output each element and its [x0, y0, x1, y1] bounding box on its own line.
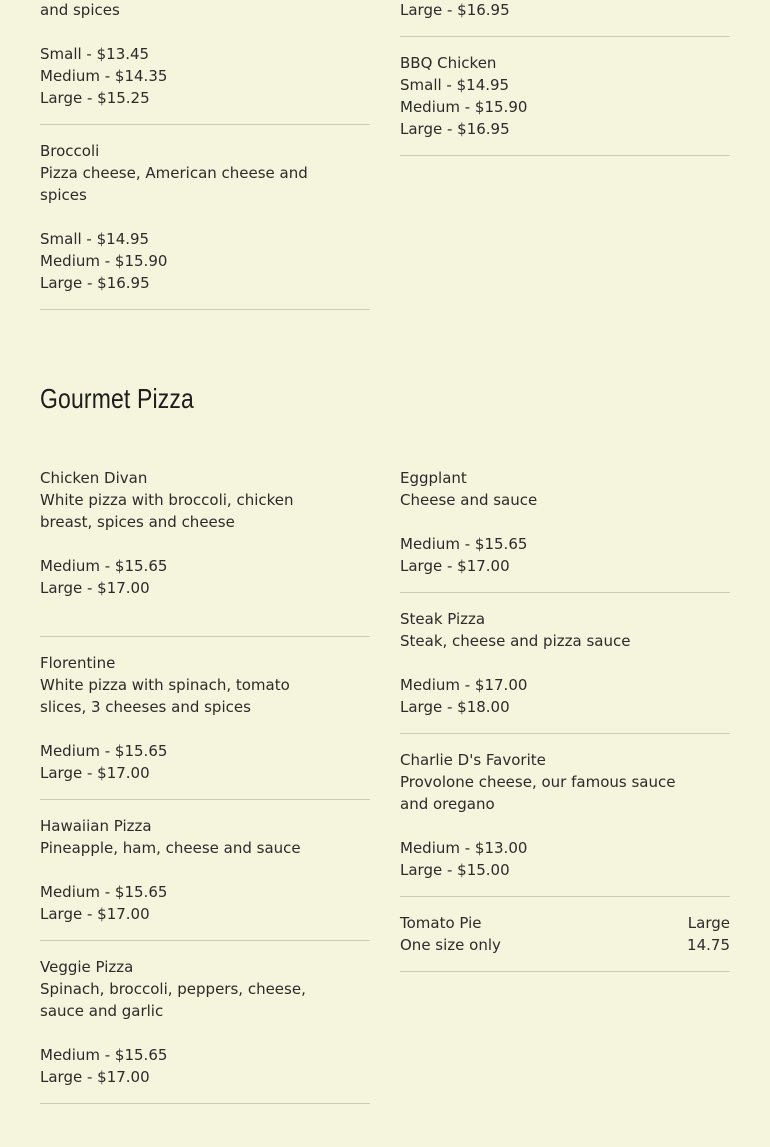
- divider: [40, 799, 370, 800]
- item-description: Cheese and sauce: [400, 491, 538, 509]
- item-description: One size only: [400, 936, 501, 954]
- price-small: Small - $13.45: [40, 45, 150, 63]
- item-name-broccoli: Broccoli: [40, 142, 100, 160]
- price-large: Large - $15.00: [400, 861, 510, 879]
- item-description: White pizza with spinach, tomato: [40, 676, 290, 694]
- item-description: breast, spices and cheese: [40, 513, 235, 531]
- divider: [400, 971, 730, 972]
- item-name-eggplant: Eggplant: [400, 469, 467, 487]
- item-description: slices, 3 cheeses and spices: [40, 698, 251, 716]
- item-description: Steak, cheese and pizza sauce: [400, 632, 631, 650]
- price-large: Large - $16.95: [400, 120, 510, 138]
- divider: [40, 940, 370, 941]
- item-description: Spinach, broccoli, peppers, cheese,: [40, 980, 306, 998]
- price-large: Large - $17.00: [400, 557, 510, 575]
- price-large: Large - $16.95: [40, 274, 150, 292]
- item-description: and oregano: [400, 795, 495, 813]
- item-description: Pineapple, ham, cheese and sauce: [40, 839, 301, 857]
- price-medium: Medium - $15.65: [40, 557, 168, 575]
- item-name-hawaiian-pizza: Hawaiian Pizza: [40, 817, 152, 835]
- price-large: Large - $17.00: [40, 764, 150, 782]
- size-label: Large: [687, 914, 730, 932]
- price-medium: Medium - $15.90: [400, 98, 528, 116]
- price-large: Large - $17.00: [40, 579, 150, 597]
- price-medium: Medium - $13.00: [400, 839, 528, 857]
- divider: [40, 636, 370, 637]
- price-medium: Medium - $15.90: [40, 252, 168, 270]
- price-large: Large - $15.25: [40, 89, 150, 107]
- divider: [40, 309, 370, 310]
- divider: [400, 155, 730, 156]
- price-medium: Medium - $15.65: [40, 742, 168, 760]
- item-description: and spices: [40, 1, 120, 19]
- divider: [400, 733, 730, 734]
- price-large: Large - $17.00: [40, 1068, 150, 1086]
- divider: [400, 896, 730, 897]
- divider: [40, 1103, 370, 1104]
- price-large: Large - $16.95: [400, 1, 510, 19]
- item-description: spices: [40, 186, 87, 204]
- price-medium: Medium - $17.00: [400, 676, 528, 694]
- item-name-charlie-ds-favorite: Charlie D's Favorite: [400, 751, 546, 769]
- price-large: Large - $17.00: [40, 905, 150, 923]
- price-medium: Medium - $15.65: [40, 1046, 168, 1064]
- item-description: White pizza with broccoli, chicken: [40, 491, 294, 509]
- divider: [400, 36, 730, 37]
- item-name-veggie-pizza: Veggie Pizza: [40, 958, 134, 976]
- price-medium: Medium - $15.65: [40, 883, 168, 901]
- item-description: Pizza cheese, American cheese and: [40, 164, 308, 182]
- divider: [400, 592, 730, 593]
- divider: [40, 124, 370, 125]
- item-description: sauce and garlic: [40, 1002, 164, 1020]
- item-name-steak-pizza: Steak Pizza: [400, 610, 486, 628]
- item-name-bbq-chicken: BBQ Chicken: [400, 54, 497, 72]
- price-medium: Medium - $14.35: [40, 67, 168, 85]
- item-description: Provolone cheese, our famous sauce: [400, 773, 676, 791]
- price-large: Large - $18.00: [400, 698, 510, 716]
- price-medium: Medium - $15.65: [400, 535, 528, 553]
- item-name-florentine: Florentine: [40, 654, 116, 672]
- item-name-chicken-divan: Chicken Divan: [40, 469, 148, 487]
- section-title: Gourmet Pizza: [40, 383, 194, 414]
- item-name-tomato-pie: Tomato Pie: [400, 914, 482, 932]
- price-small: Small - $14.95: [40, 230, 150, 248]
- price: 14.75: [687, 936, 730, 954]
- price-small: Small - $14.95: [400, 76, 510, 94]
